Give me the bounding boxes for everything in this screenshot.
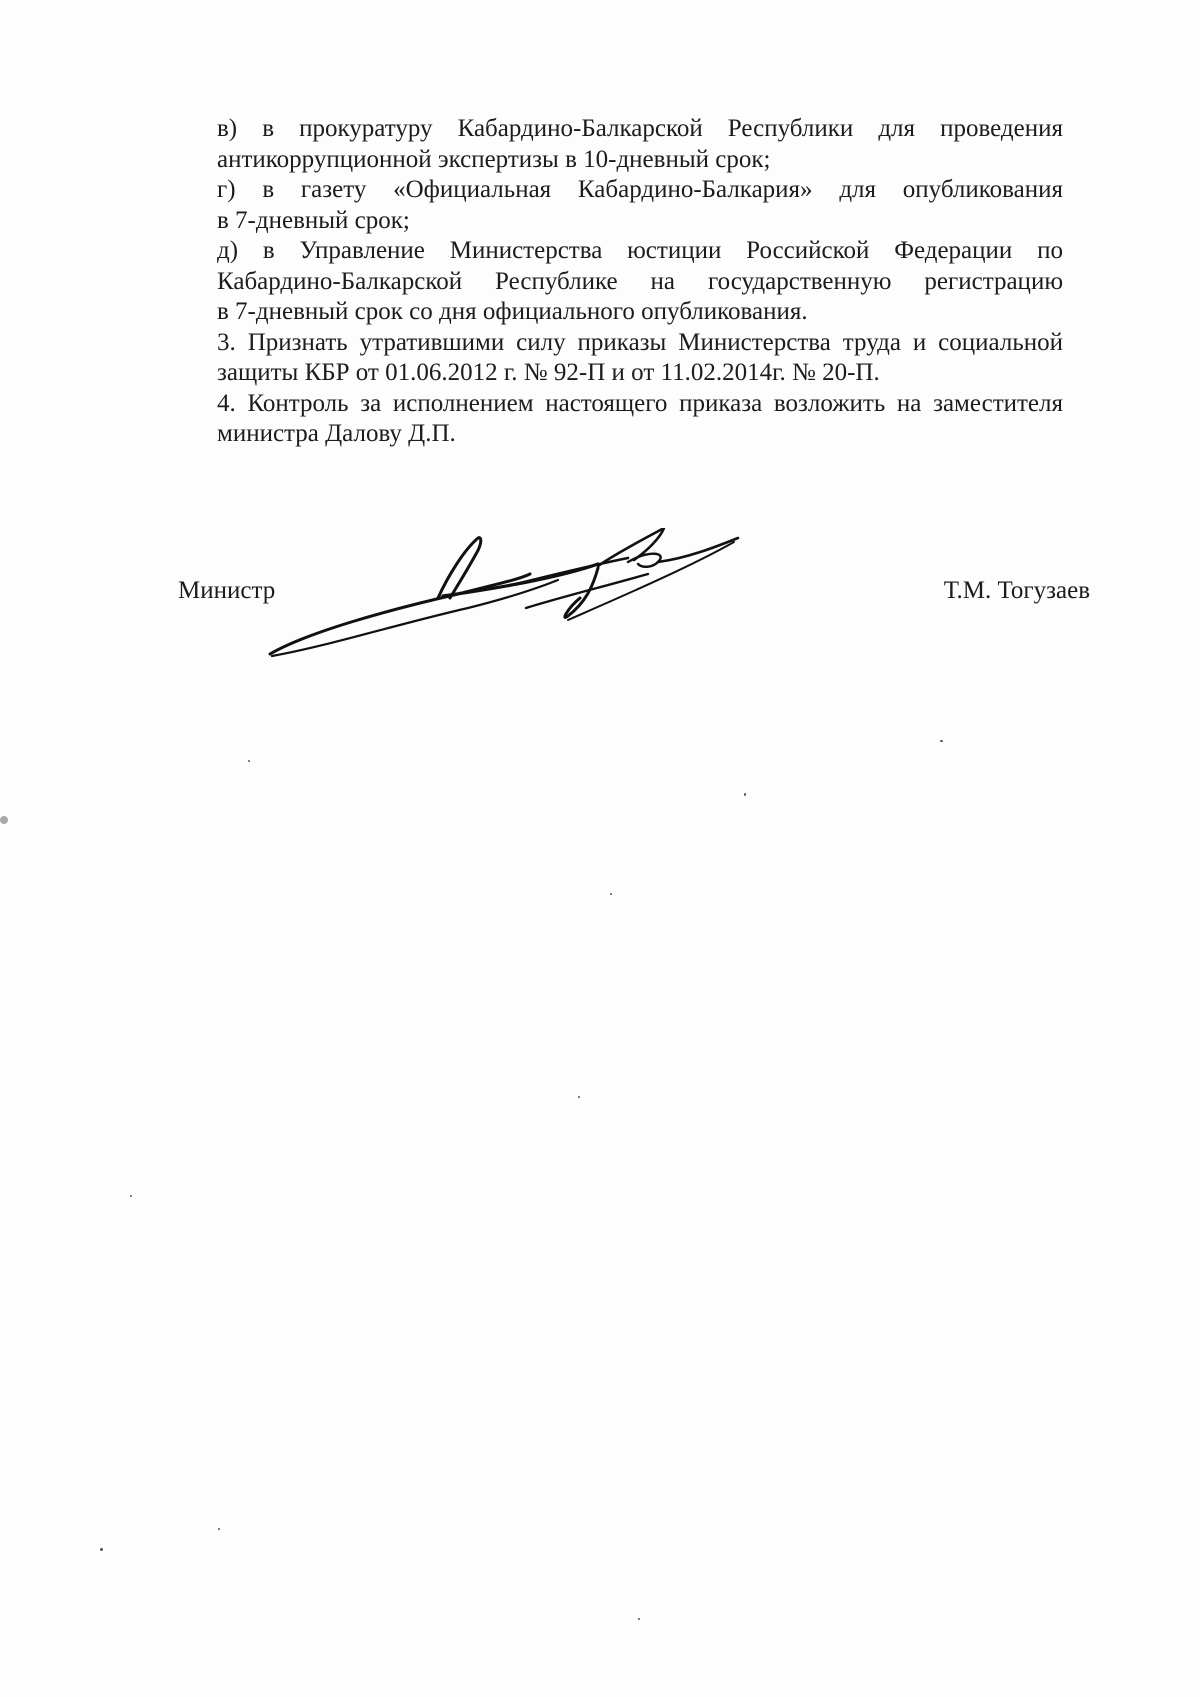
signatory-title: Министр bbox=[178, 577, 276, 604]
scan-speck bbox=[940, 740, 943, 742]
handwritten-signature bbox=[268, 528, 808, 678]
scan-speck bbox=[610, 893, 612, 895]
document-body bbox=[170, 114, 1063, 450]
paragraph-item-d bbox=[170, 236, 1063, 328]
signatory-name: Т.М. Тогузаев bbox=[943, 577, 1090, 604]
paragraph-item-4 bbox=[170, 389, 1063, 450]
scan-speck bbox=[638, 1618, 640, 1620]
paragraph-line: в) в прокуратуру Кабардино-Балкарской Республики для проведения bbox=[217, 115, 1063, 142]
scan-speck bbox=[0, 816, 8, 824]
paragraph-line: 3. Признать утратившими силу приказы Министерства труда и социальной bbox=[217, 328, 1063, 356]
paragraph-line: Кабардино-Балкарской Республике на государственную регистрацию bbox=[217, 267, 1063, 295]
scan-speck bbox=[248, 760, 250, 762]
paragraph-line: г) в газету «Официальная Кабардино-Балкария» для опубликования bbox=[217, 176, 1063, 203]
scan-speck bbox=[578, 1096, 580, 1098]
paragraph-line: д) в Управление Министерства юстиции Российской Федерации по bbox=[217, 237, 1063, 264]
scan-speck bbox=[100, 1548, 103, 1551]
paragraph-line: 4. Контроль за исполнением настоящего приказа возложить на заместителя bbox=[217, 389, 1063, 417]
paragraph-item-3 bbox=[170, 328, 1063, 389]
scan-speck bbox=[744, 793, 746, 796]
paragraph-line: антикоррупционной экспертизы в 10-дневный срок; bbox=[217, 145, 771, 173]
scan-speck bbox=[218, 1528, 220, 1530]
paragraph-line: министра Далову Д.П. bbox=[217, 420, 456, 447]
paragraph-line: в 7-дневный срок со дня официального опубликования. bbox=[217, 298, 808, 325]
paragraph-item-g bbox=[170, 175, 1063, 236]
paragraph-item-v bbox=[170, 114, 1063, 175]
scan-speck bbox=[130, 1195, 132, 1197]
paragraph-line: защиты КБР от 01.06.2012 г. № 92-П и от 11.02.2014г. № 20-П. bbox=[217, 359, 880, 386]
paragraph-line: в 7-дневный срок; bbox=[217, 206, 410, 234]
